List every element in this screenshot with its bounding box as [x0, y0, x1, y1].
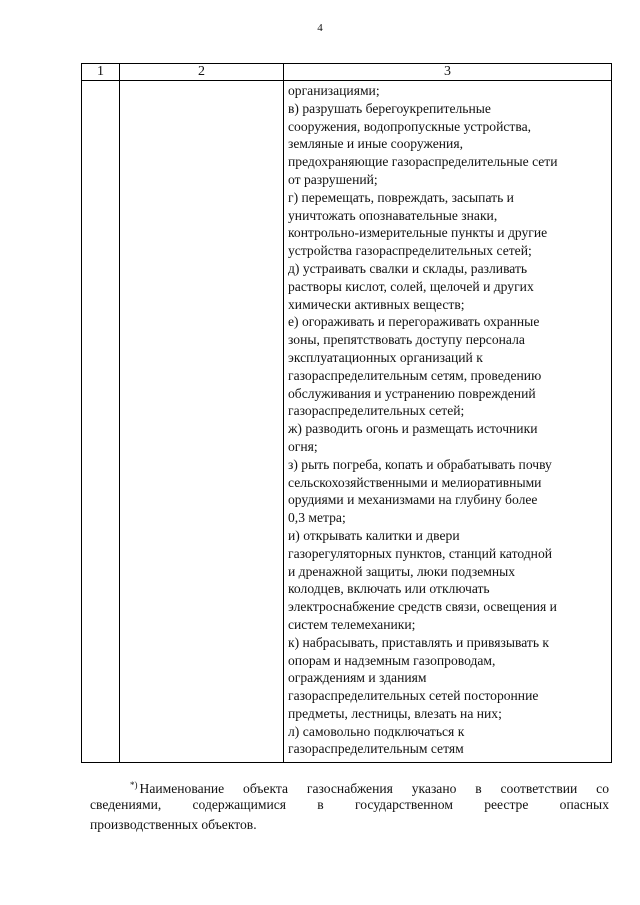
list-item: и) открывать калитки и двери	[288, 527, 460, 543]
list-item: уничтожать опознавательные знаки,	[288, 207, 498, 223]
list-item: л) самовольно подключаться к	[288, 723, 465, 739]
column-header-1: 1	[82, 64, 120, 81]
list-item: колодцев, включать или отключать	[288, 581, 490, 597]
list-item: сооружения, водопропускные устройства,	[288, 118, 532, 134]
list-item: д) устраивать свалки и склады, разливать	[288, 260, 528, 276]
list-item: 0,3 метра;	[288, 510, 346, 526]
list-item: газораспределительным сетям	[288, 741, 464, 757]
list-item: зоны, препятствовать доступу персонала	[288, 332, 525, 348]
list-item: опорам и надземным газопроводам,	[288, 652, 496, 668]
list-item: растворы кислот, солей, щелочей и других	[288, 278, 534, 294]
footnote-text: производственных объектов.	[90, 817, 257, 832]
list-item: земляные и иные сооружения,	[288, 136, 463, 152]
list-item: систем телемеханики;	[288, 616, 416, 632]
list-item: огня;	[288, 438, 318, 454]
list-item: предметы, лестницы, влезать на них;	[288, 705, 502, 721]
list-item: контрольно-измерительные пункты и другие	[288, 225, 548, 241]
list-item: орудиями и механизмами на глубину более	[288, 492, 538, 508]
list-item: к) набрасывать, приставлять и привязывать к	[288, 634, 550, 650]
footnote	[90, 775, 609, 835]
list-item: з) рыть погреба, копать и обрабатывать почву	[288, 456, 552, 472]
list-item: от разрушений;	[288, 171, 378, 187]
list-item: ж) разводить огонь и размещать источники	[288, 421, 538, 437]
document-table	[81, 63, 612, 763]
list-item: е) огораживать и перегораживать охранные	[288, 314, 540, 330]
list-item: ограждениям и зданиям	[288, 670, 427, 686]
list-item: химически активных веществ;	[288, 296, 465, 312]
footnote-line	[90, 815, 609, 835]
footnote-marker: *)	[130, 780, 138, 790]
page-number: 4	[317, 22, 323, 34]
list-item: газораспределительных сетей посторонние	[288, 688, 539, 704]
list-item: устройства газораспределительных сетей;	[288, 243, 532, 259]
list-item: газорегуляторных пунктов, станций катодной	[288, 545, 553, 561]
list-item: газораспределительным сетям, проведению	[288, 367, 542, 383]
list-item: сельскохозяйственными и мелиоративными	[288, 474, 542, 490]
list-item: эксплуатационных организаций к	[288, 349, 483, 365]
list-item: обслуживания и устранению повреждений	[288, 385, 536, 401]
column-header-2: 2	[120, 64, 284, 81]
footnote-line	[90, 775, 609, 795]
table-row	[82, 81, 612, 763]
table-header-row	[82, 64, 612, 81]
prohibitions-list	[284, 81, 611, 758]
table-cell-col1	[82, 81, 120, 763]
footnote-text: сведениями, содержащимися в государственном реестре опасных	[90, 797, 609, 812]
table-cell-col3	[284, 81, 612, 763]
table-cell-col2	[120, 81, 284, 763]
list-item: организациями;	[288, 83, 380, 98]
list-item: в) разрушать берегоукрепительные	[288, 100, 491, 116]
list-item: г) перемещать, повреждать, засыпать и	[288, 189, 514, 205]
list-item: газораспределительных сетей;	[288, 403, 465, 419]
list-item: предохраняющие газораспределительные сети	[288, 154, 558, 170]
list-item: электроснабжение средств связи, освещения и	[288, 599, 557, 615]
footnote-text: Наименование объекта газоснабжения указано в соответствии со	[139, 781, 609, 796]
list-item: и дренажной защиты, люки подземных	[288, 563, 516, 579]
footnote-line	[90, 795, 609, 815]
column-header-3: 3	[284, 64, 612, 81]
